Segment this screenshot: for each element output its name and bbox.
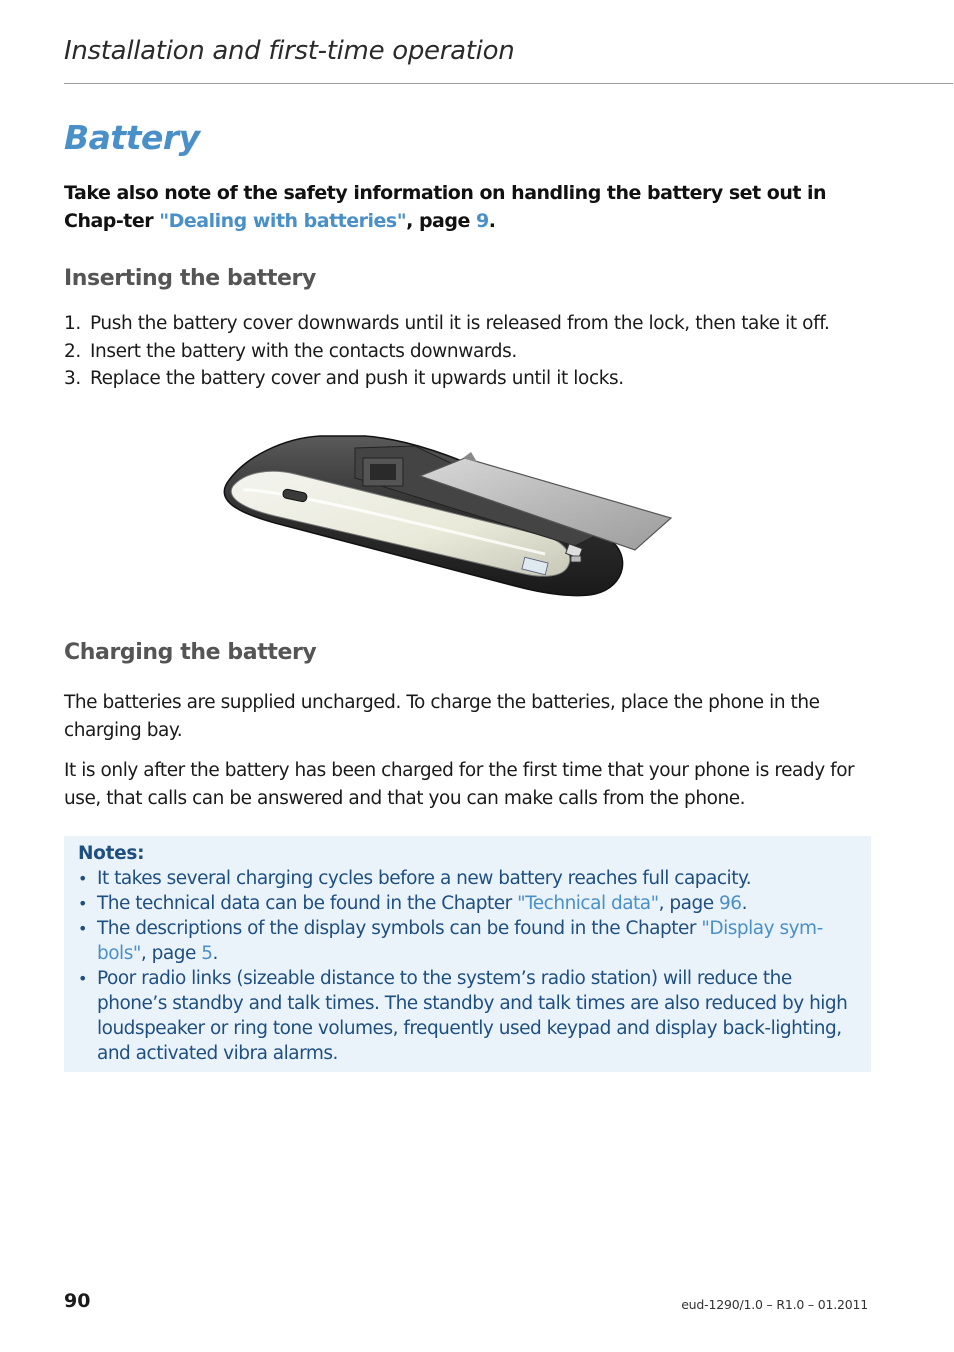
running-header: Installation and first-time operation [64, 36, 515, 66]
note-text: , page [140, 943, 202, 964]
charging-heading: Charging the battery [64, 640, 317, 665]
step-number: 3. [64, 368, 81, 389]
charging-paragraph-1: The batteries are supplied uncharged. To charge the batteries, place the phone in the charging bay. [64, 692, 820, 741]
safety-note [64, 179, 872, 235]
note-text: . [212, 943, 218, 964]
step-item [64, 310, 884, 338]
header-rule [64, 83, 953, 84]
step-item [64, 365, 884, 393]
notes-list [78, 866, 859, 1066]
step-text: Push the battery cover downwards until it is released from the lock, then take it off. [90, 313, 830, 334]
note-text: Poor radio links (sizeable distance to the system’s radio station) will reduce the phone’s standby and talk times. The standby and talk times are also reduced by high loudspeaker or ring tone volumes, frequently used keypad and display back-lighting, and activated vibra alarms. [97, 968, 848, 1064]
inserting-heading: Inserting the battery [64, 266, 316, 291]
note-text: The descriptions of the display symbols can be found in the Chapter [97, 918, 702, 939]
inserting-steps [64, 310, 884, 393]
dealing-with-batteries-link[interactable]: "Dealing with batteries" [159, 210, 407, 232]
note-item [78, 891, 859, 916]
phone-battery-illustration [215, 428, 685, 606]
note-item [78, 916, 859, 966]
safety-period: . [488, 210, 496, 232]
step-number: 2. [64, 340, 81, 362]
page-title: Battery [64, 118, 200, 157]
technical-data-link[interactable]: "Technical data" [517, 893, 659, 914]
note-text: . [741, 893, 747, 914]
note-item [78, 966, 859, 1066]
step-number: 1. [64, 313, 81, 334]
step-text: Insert the battery with the contacts downwards. [90, 340, 517, 362]
charging-paragraph-2: It is only after the battery has been charged for the first time that your phone is ready for use, that calls can be answered and that you can make calls from the phone. [64, 760, 855, 809]
technical-data-page-link[interactable]: 96 [719, 893, 742, 914]
safety-page-label: , page [406, 210, 476, 232]
display-symbols-link[interactable]: "Display sym-bols" [97, 918, 823, 964]
page-number: 90 [64, 1290, 91, 1312]
display-symbols-page-link[interactable]: 5 [201, 943, 213, 964]
safety-text: Take also note of the safety information on handling the battery set out in Chap-ter [64, 182, 827, 232]
note-text: The technical data can be found in the Chapter [97, 893, 518, 914]
document-id: eud-1290/1.0 – R1.0 – 01.2011 [681, 1297, 868, 1312]
step-text: Replace the battery cover and push it upwards until it locks. [90, 368, 624, 389]
note-text: It takes several charging cycles before a new battery reaches full capacity. [97, 868, 752, 889]
note-item [78, 866, 859, 891]
step-item [64, 338, 884, 366]
safety-page-ref-link[interactable]: 9 [475, 210, 489, 232]
notes-box [64, 836, 871, 1072]
notes-title: Notes: [78, 843, 145, 864]
note-text: , page [658, 893, 720, 914]
